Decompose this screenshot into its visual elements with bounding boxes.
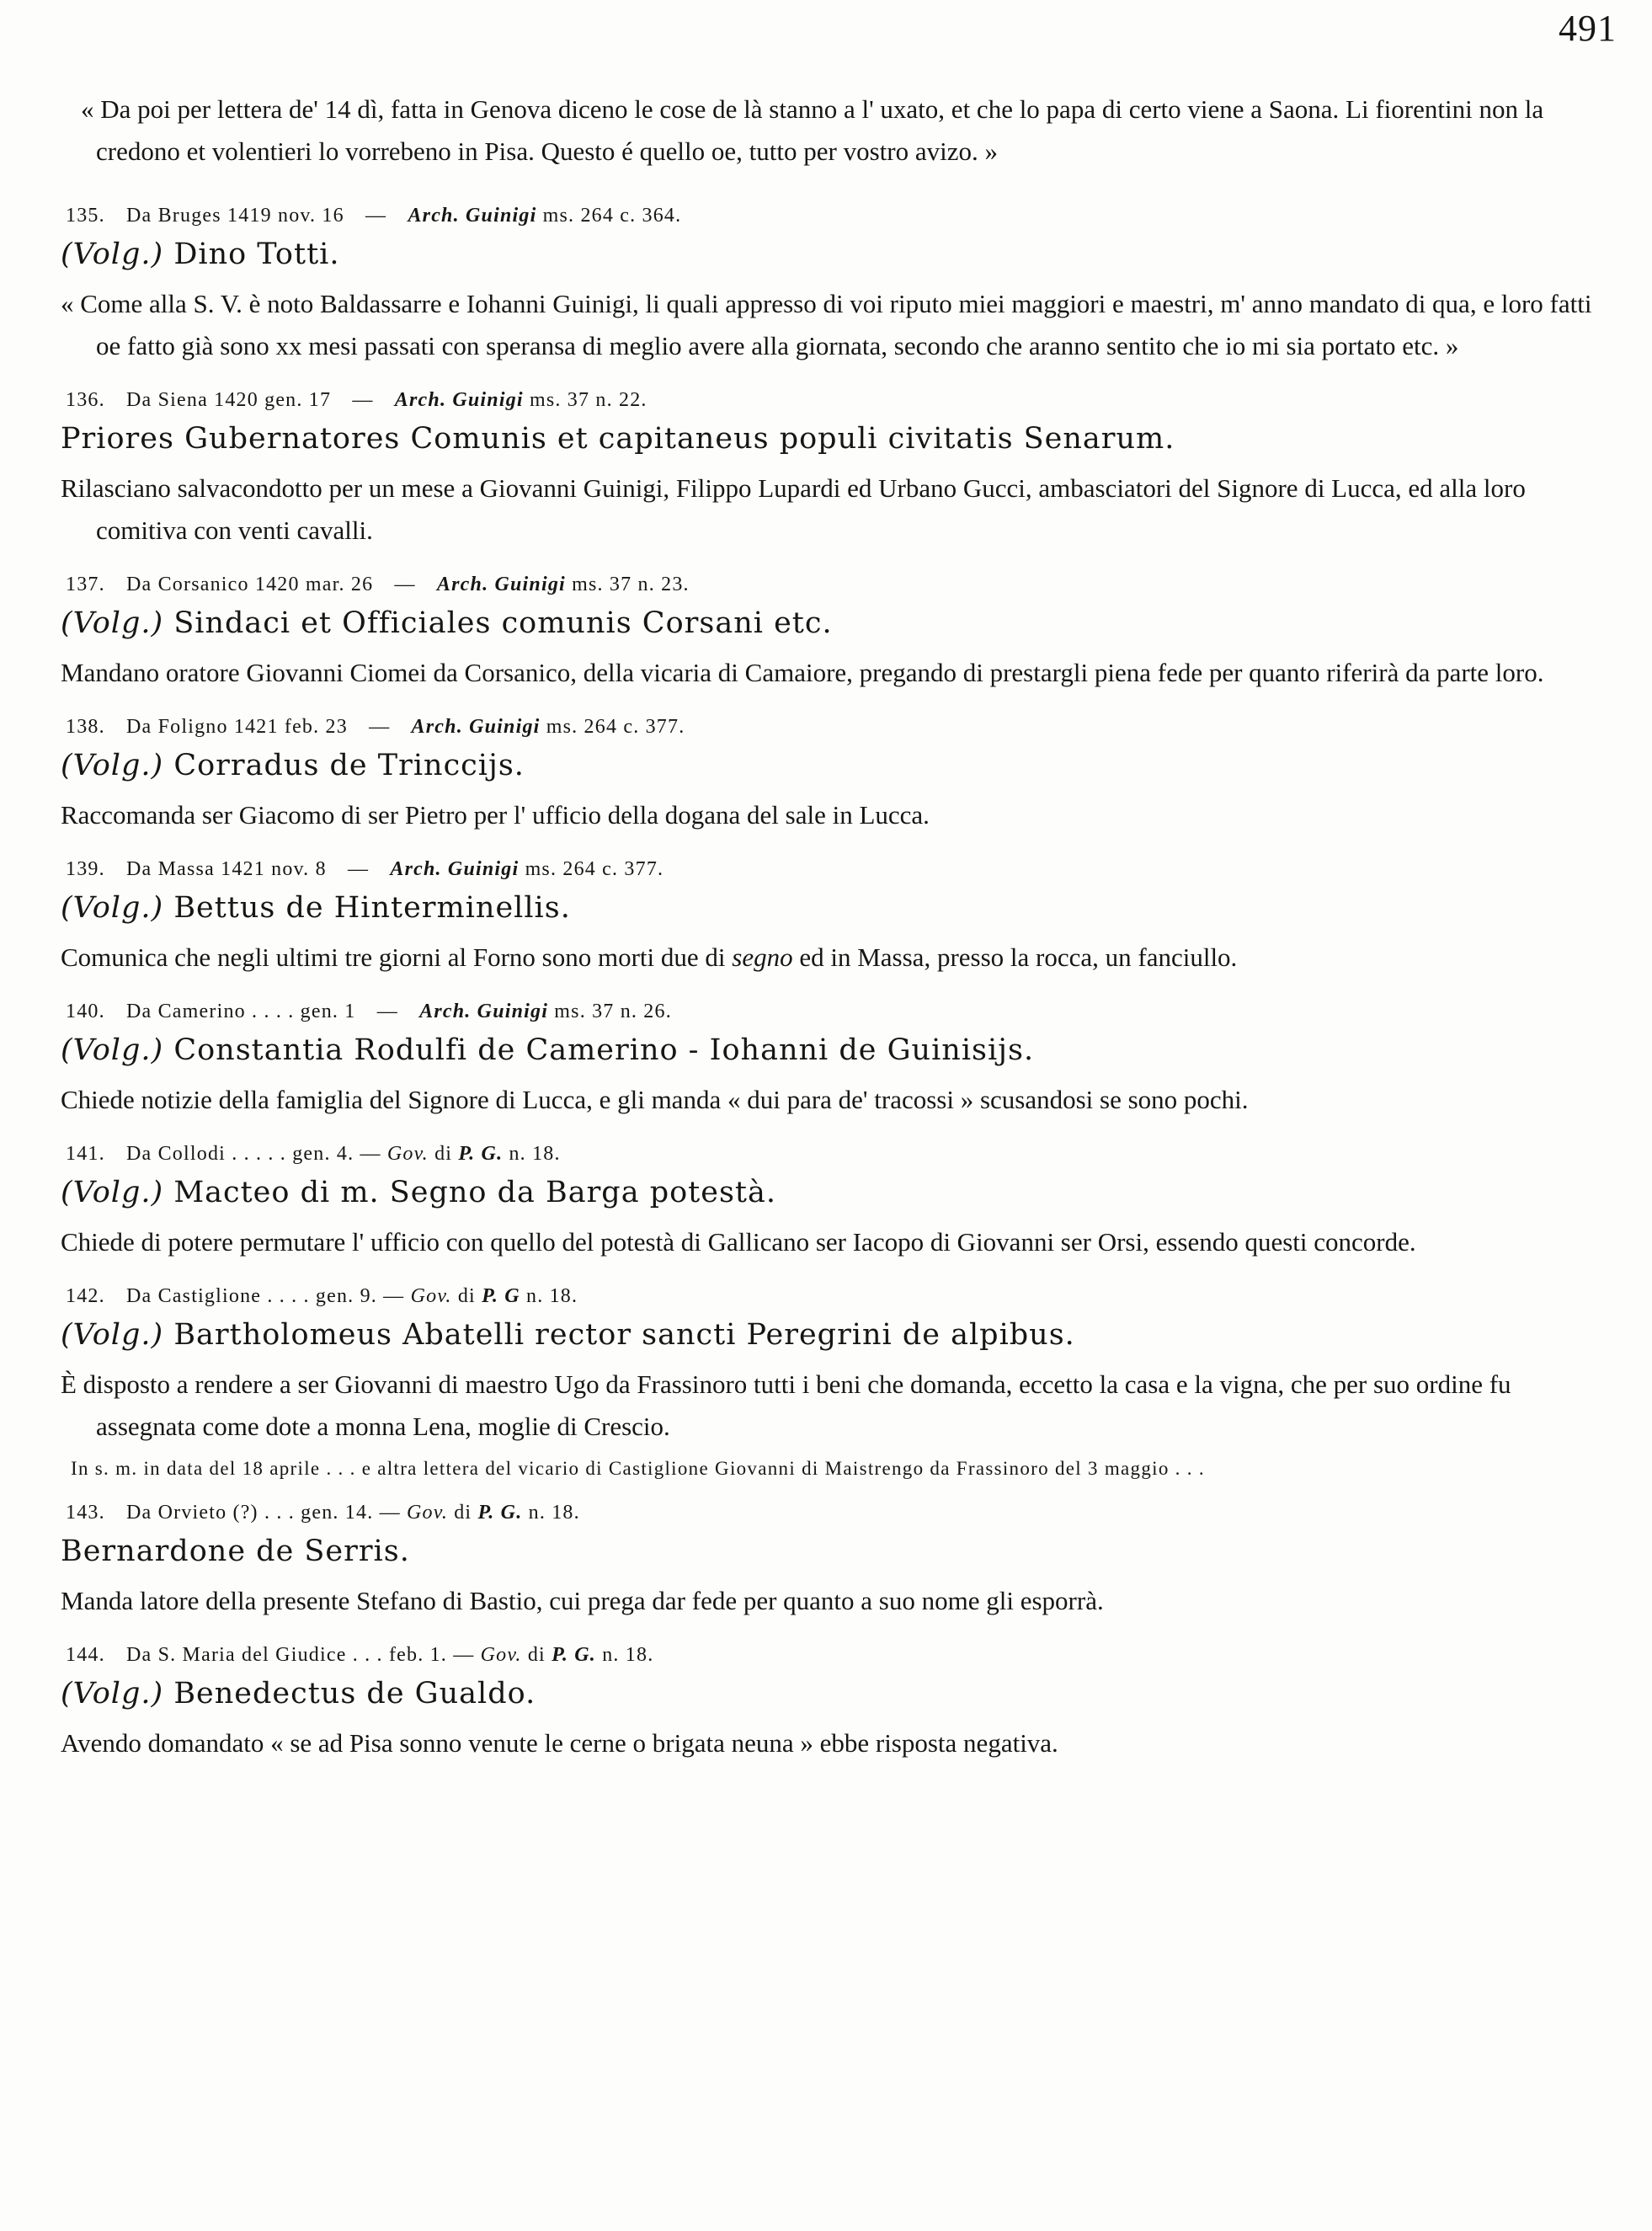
entry-sender: (Volg.) Constantia Rodulfi de Camerino - Iohanni de Guinisijs.	[61, 1033, 1035, 1067]
entry-140	[61, 1001, 1610, 1121]
entry-141	[61, 1143, 1610, 1263]
page-number: 491	[1559, 8, 1617, 49]
entry-sender: (Volg.) Macteo di m. Segno da Barga potestà.	[61, 1176, 776, 1209]
entry-header: 143. Da Orvieto (?) . . . gen. 14. — Gov. di P. G. n. 18.	[66, 1502, 580, 1524]
entry-summary: Chiede di potere permutare l' ufficio con quello del potestà di Gallicano ser Iacopo di Giovanni ser Orsi, essendo questi concorde.	[61, 1227, 1416, 1257]
entry-144	[61, 1644, 1610, 1764]
entry-sender: Bernardone de Serris.	[61, 1534, 410, 1568]
entry-135	[61, 205, 1610, 367]
entry-summary: Comunica che negli ultimi tre giorni al Forno sono morti due di segno ed in Massa, presso la rocca, un fanciullo.	[61, 942, 1238, 972]
entry-139	[61, 858, 1610, 979]
entry-header: 137. Da Corsanico 1420 mar. 26 — Arch. Guinigi ms. 37 n. 23.	[66, 574, 690, 595]
entry-sender: (Volg.) Bartholomeus Abatelli rector sancti Peregrini de alpibus.	[61, 1318, 1075, 1352]
page-content	[61, 88, 1610, 1786]
entry-142	[61, 1285, 1610, 1480]
entry-summary: Manda latore della presente Stefano di Bastio, cui prega dar fede per quanto a suo nome gli esporrà.	[61, 1586, 1104, 1615]
entry-sender: (Volg.) Dino Totti.	[61, 238, 340, 271]
entry-sender: (Volg.) Benedectus de Gualdo.	[61, 1677, 536, 1711]
entry-header: 140. Da Camerino . . . . gen. 1 — Arch. Guinigi ms. 37 n. 26.	[66, 1001, 672, 1022]
entry-header: 135. Da Bruges 1419 nov. 16 — Arch. Guinigi ms. 264 c. 364.	[66, 205, 682, 227]
entry-136	[61, 389, 1610, 552]
entry-header: 142. Da Castiglione . . . . gen. 9. — Gov. di P. G n. 18.	[66, 1285, 578, 1307]
entry-summary: Avendo domandato « se ad Pisa sonno venute le cerne o brigata neuna » ebbe risposta negativa.	[61, 1728, 1058, 1758]
entry-137	[61, 574, 1610, 694]
entry-summary: « Come alla S. V. è noto Baldassarre e Iohanni Guinigi, li quali appresso di voi riputo miei maggiori e maestri, m' anno mandato di qua, e loro fatti oe fatto già sono xx mesi passati con speransa di meglio avere alla giornata, secondo che aranno sentito che io mi sia portato etc. »	[61, 289, 1592, 360]
entry-header: 139. Da Massa 1421 nov. 8 — Arch. Guinigi ms. 264 c. 377.	[66, 858, 664, 880]
entry-sender: (Volg.) Sindaci et Officiales comunis Corsani etc.	[61, 606, 833, 640]
entry-138	[61, 716, 1610, 836]
entry-note: In s. m. in data del 18 aprile . . . e altra lettera del vicario di Castiglione Giovanni di Maistrengo da Frassinoro del 3 maggio . . .	[71, 1458, 1205, 1479]
entry-header: 136. Da Siena 1420 gen. 17 — Arch. Guinigi ms. 37 n. 22.	[66, 389, 647, 411]
entry-sender: Priores Gubernatores Comunis et capitaneus populi civitatis Senarum.	[61, 422, 1175, 456]
entry-header: 138. Da Foligno 1421 feb. 23 — Arch. Guinigi ms. 264 c. 377.	[66, 716, 685, 738]
intro-text: « Da poi per lettera de' 14 dì, fatta in Genova diceno le cose de là stanno a l' uxato, et che lo papa di certo viene a Saona. Li fiorentini non la credono et volentieri lo vorrebeno in Pisa. Questo é quello oe, tutto per vostro avizo. »	[81, 94, 1544, 166]
entry-header: 141. Da Collodi . . . . . gen. 4. — Gov. di P. G. n. 18.	[66, 1143, 561, 1165]
entry-143	[61, 1502, 1610, 1622]
entry-summary: Rilasciano salvacondotto per un mese a Giovanni Guinigi, Filippo Lupardi ed Urbano Gucci, ambasciatori del Signore di Lucca, ed alla loro comitiva con venti cavalli.	[61, 473, 1526, 545]
entry-summary: Chiede notizie della famiglia del Signore di Lucca, e gli manda « dui para de' tracossi » scusandosi se sono pochi.	[61, 1085, 1249, 1114]
entry-sender: (Volg.) Bettus de Hinterminellis.	[61, 891, 571, 925]
entry-summary: Mandano oratore Giovanni Ciomei da Corsanico, della vicaria di Camaiore, pregando di prestargli piena fede per quanto riferirà da parte loro.	[61, 658, 1544, 687]
entry-summary: Raccomanda ser Giacomo di ser Pietro per l' ufficio della dogana del sale in Lucca.	[61, 800, 930, 830]
entry-header: 144. Da S. Maria del Giudice . . . feb. 1. — Gov. di P. G. n. 18.	[66, 1644, 654, 1666]
entry-sender: (Volg.) Corradus de Trinccijs.	[61, 749, 525, 782]
entry-summary: È disposto a rendere a ser Giovanni di maestro Ugo da Frassinoro tutti i beni che domanda, eccetto la casa e la vigna, che per suo ordine fu assegnata come dote a monna Lena, moglie di Crescio.	[61, 1369, 1511, 1441]
